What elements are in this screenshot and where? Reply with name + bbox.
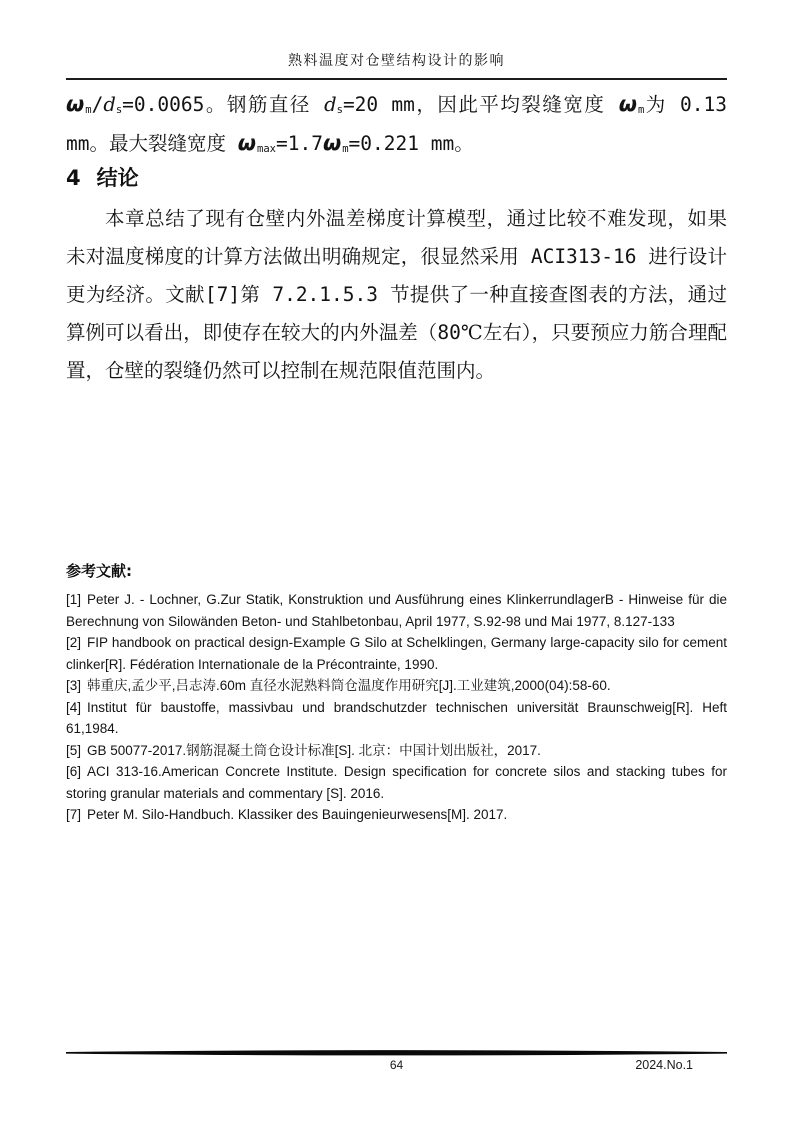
reference-label: [5]: [66, 742, 82, 758]
conclusion-paragraph: 本章总结了现有仓壁内外温差梯度计算模型，通过比较不难发现，如果未对温度梯度的计算方法做出明确规定，很显然采用 ACI313-16 进行设计更为经济。文献[7]第 7.2.1.5.3 节提供了一种直接查图表的方法，通过算例可以看出，即使存在较大的内外温差（80℃左右），只要预应力筋合理配置，仓壁的裂缝仍然可以控制在规范限值范围内。: [66, 207, 727, 382]
reference-item: [66, 761, 727, 804]
text-run: =0.221 mm。: [348, 132, 474, 155]
footer-rule: [66, 1049, 727, 1057]
text-run: =0.0065。钢筋直径: [122, 93, 325, 116]
subscript-s: s: [115, 104, 123, 116]
reference-text: 韩重庆,孟少平,吕志涛.60m 直径水泥熟料筒仓温度作用研究[J].工业建筑,2000(04):58-60.: [87, 678, 611, 693]
variable-d: d: [103, 93, 116, 116]
omega-symbol: ω: [618, 92, 638, 116]
references-heading: 参考文献:: [66, 562, 132, 580]
text-run: =20 mm，因此平均裂缝宽度: [342, 93, 619, 116]
omega-symbol: ω: [237, 131, 257, 155]
reference-label: [1]: [66, 592, 82, 607]
subscript-m: m: [85, 104, 92, 116]
subscript-m: m: [342, 143, 349, 155]
issue-number: 2024.No.1: [635, 1058, 693, 1072]
reference-text: ACI 313-16.American Concrete Institute. Design specification for concrete silos and stacking tubes for storing granular materials and commentary [S]. 2016.: [66, 764, 727, 801]
reference-item: [66, 740, 727, 762]
subscript-s: s: [336, 104, 343, 116]
reference-text: Peter J. - Lochner, G.Zur Statik, Konstruktion und Ausführung eines KlinkerrundlagerB - Hinweise für die Berechnung von Silowänden Beton- und Stahlbetonbau, April 1977, S.92-98 und Mai 1977, 8.127-133: [66, 592, 727, 629]
section-number: 4: [66, 166, 81, 190]
text-run: /: [91, 93, 104, 116]
variable-d: d: [324, 93, 337, 116]
section-title: 结论: [96, 166, 139, 190]
reference-item: [66, 804, 727, 826]
reference-label: [4]: [66, 699, 82, 715]
subscript-m: m: [637, 104, 645, 116]
reference-label: [2]: [66, 635, 82, 650]
running-header-title: 熟料温度对仓壁结构设计的影响: [288, 53, 505, 69]
omega-symbol: ω: [66, 92, 86, 116]
reference-label: [3]: [66, 678, 82, 693]
reference-label: [7]: [66, 807, 82, 822]
reference-item: [66, 675, 727, 697]
reference-item: [66, 589, 727, 632]
references-section: [66, 560, 727, 826]
subscript-max: max: [257, 143, 276, 155]
reference-text: GB 50077-2017.钢筋混凝土筒仓设计标准[S]. 北京：中国计划出版社，2017.: [87, 742, 541, 758]
reference-item: [66, 632, 727, 675]
page-number: 64: [389, 1058, 404, 1072]
reference-text: Peter M. Silo-Handbuch. Klassiker des Bauingenieurwesens[M]. 2017.: [87, 807, 508, 822]
reference-label: [6]: [66, 764, 82, 779]
running-header: [66, 50, 727, 80]
reference-text: Institut für baustoffe, massivbau und brandschutzder technischen universität Braunschweig[R]. Heft 61,1984.: [66, 699, 727, 736]
reference-item: [66, 697, 727, 740]
reference-text: FIP handbook on practical design-Example G Silo at Schelklingen, Germany large-capacity silo for cement clinker[R]. Fédération Internationale de la Précontrainte, 1990.: [66, 635, 727, 672]
text-run: =1.7: [275, 132, 323, 155]
section-heading: [66, 162, 139, 192]
text-run: 为 0.13 mm。最大裂缝宽度: [66, 93, 727, 155]
omega-symbol: ω: [322, 131, 343, 155]
crack-width-paragraph: [66, 85, 727, 163]
